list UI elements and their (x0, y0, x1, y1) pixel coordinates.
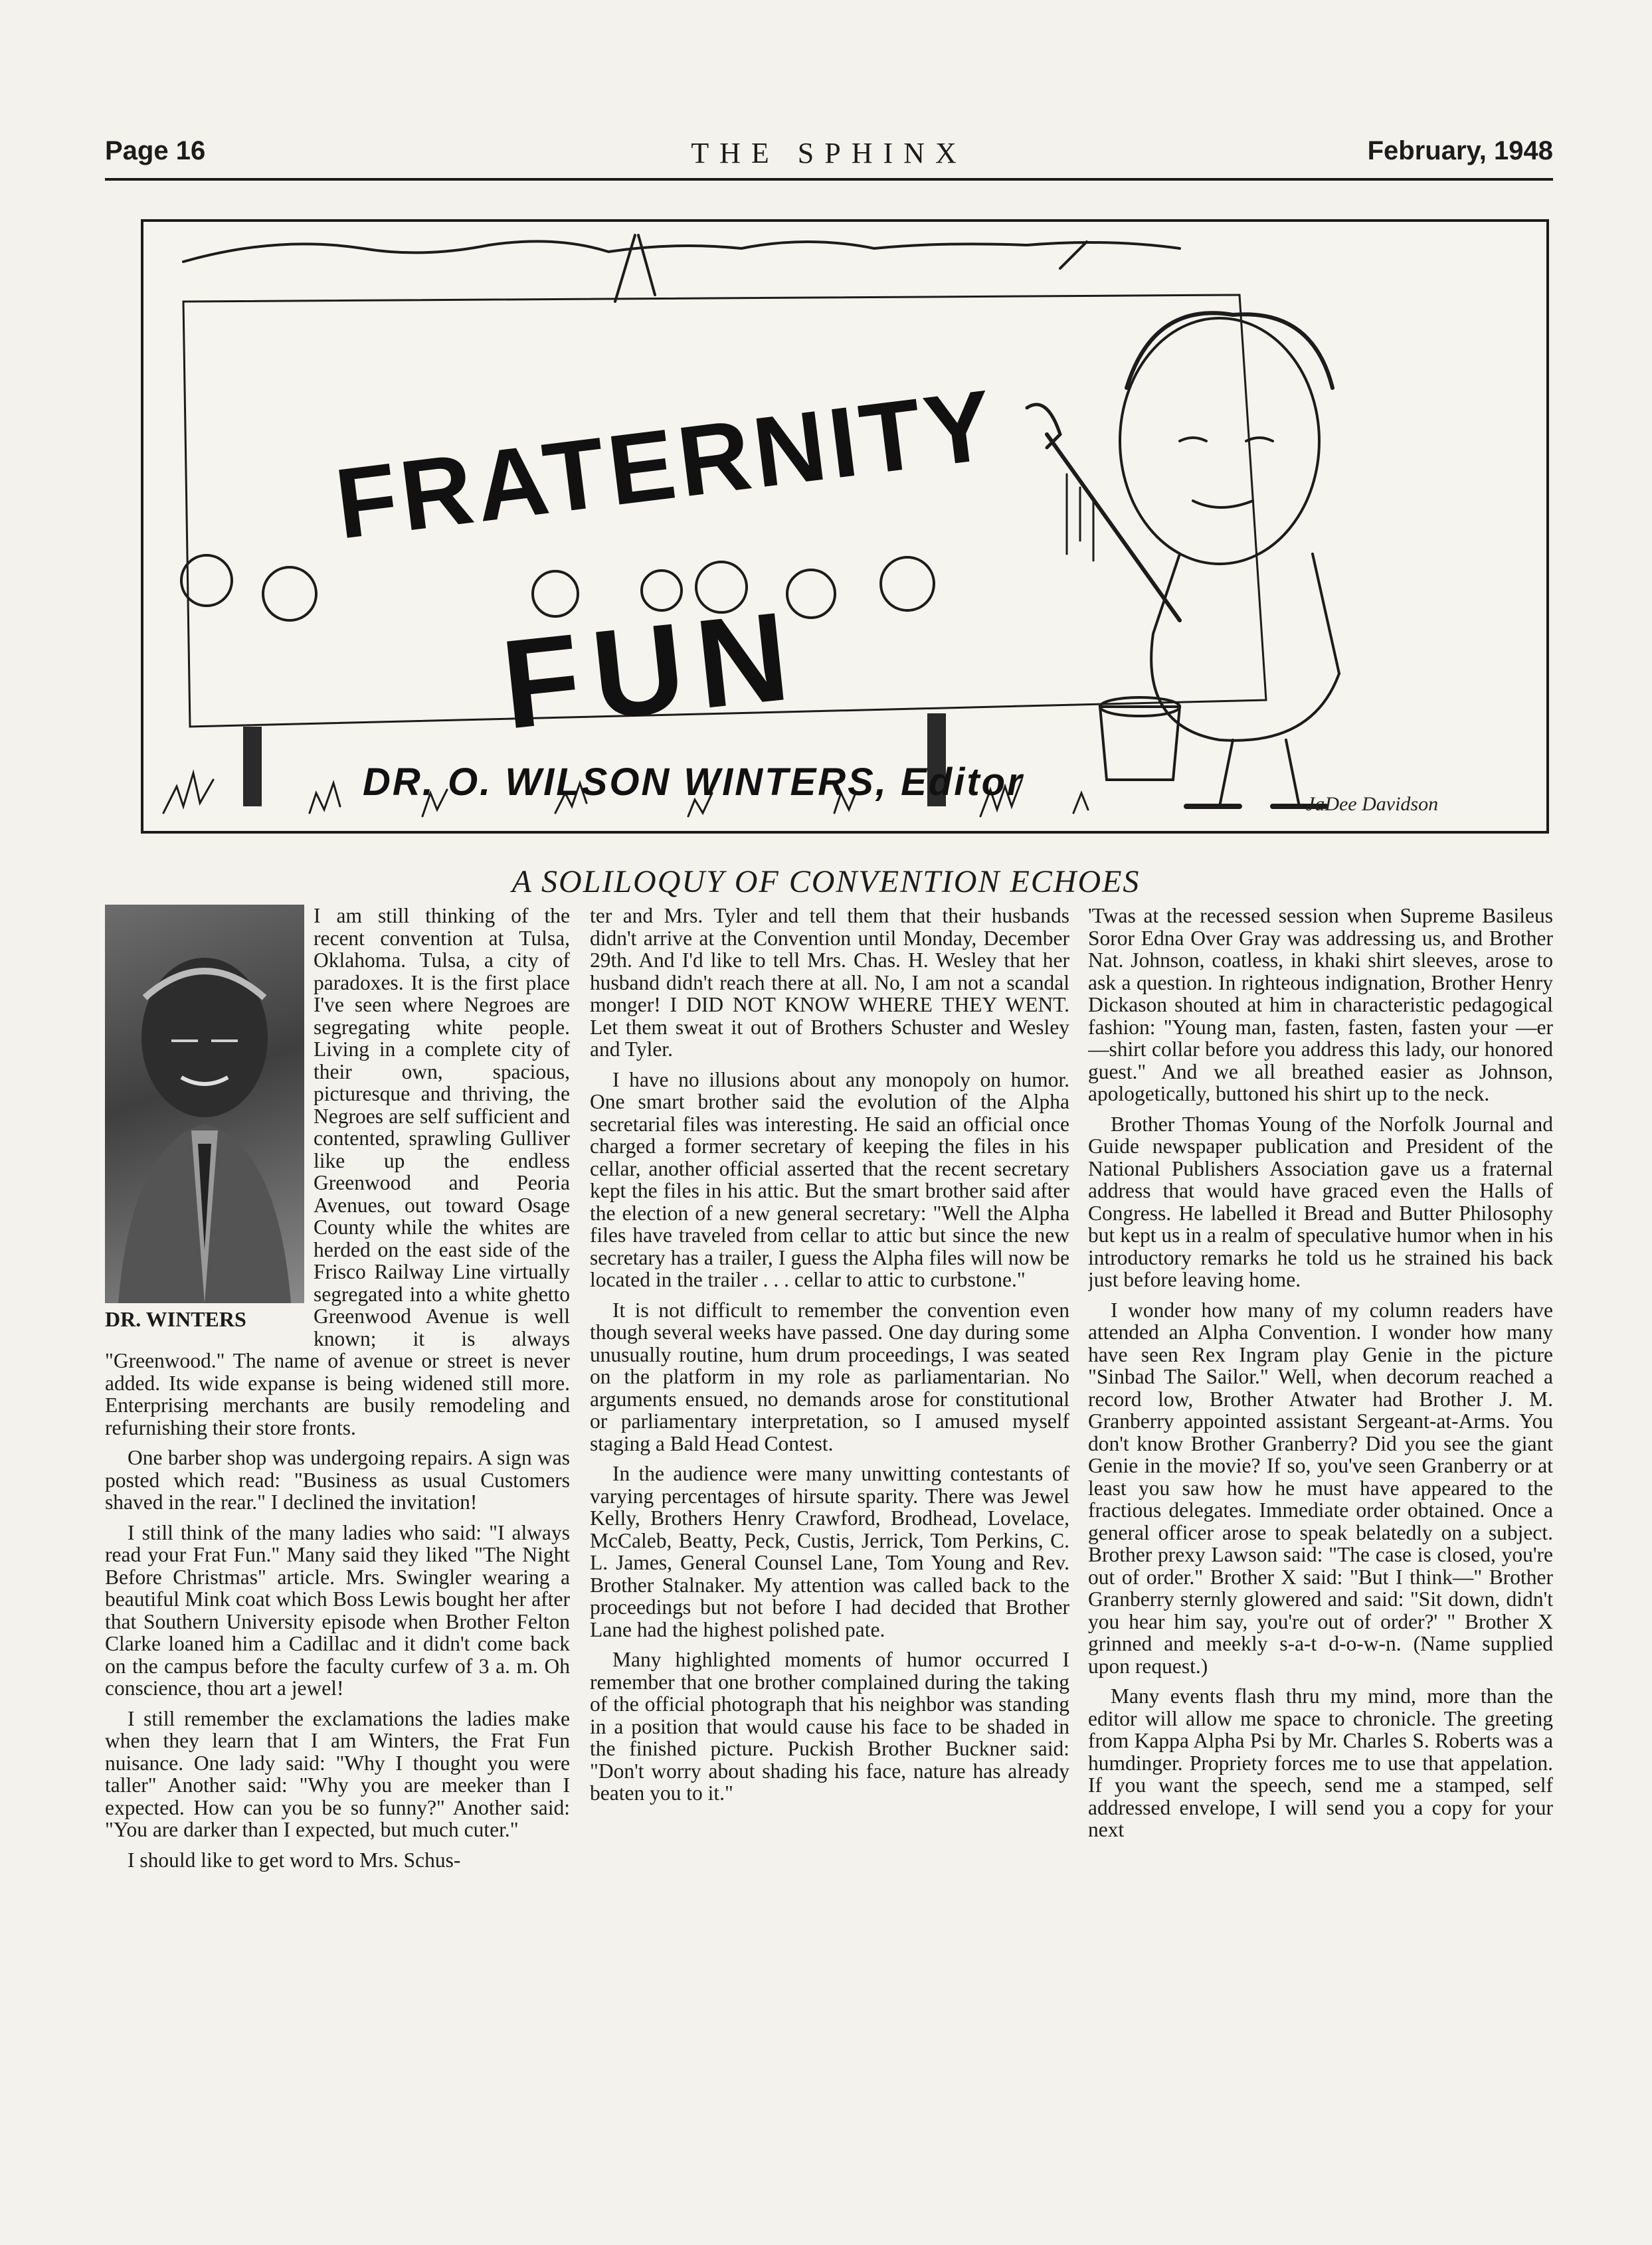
col2-paragraph: Many highlighted moments of humor occurred I remember that one brother complained during the taking of the official photograph that his neighbor was standing in a position that would cause his face to be shaded in the finished picture. Puckish Brother Buckner said: "Don't worry about shading his face, nature has already beaten you to it." (590, 1648, 1069, 1805)
column-2 (590, 905, 1069, 2206)
banner-title: FRATERNITY (329, 368, 1002, 560)
col1-paragraph: I should like to get word to Mrs. Schus- (128, 1848, 461, 1872)
col2-paragraph: In the audience were many unwitting contestants of varying percentages of hirsute sparity. There was Jewel Kelly, Brothers Henry Crawford, Brodhead, Lovelace, McCaleb, Beatty, Peck, Custis, Jerrick, Tom Perkins, C. L. James, General Counsel Lane, Tom Young and Rev. Brother Stalnaker. My attention was called back to the proceedings but not before I had decided that Brother Lane had the highest polished pate. (590, 1462, 1069, 1641)
portrait-drawing (105, 905, 304, 1303)
col1-paragraph: I still think of the many ladies who said: "I always read your Frat Fun." Many said they liked "The Night Before Christmas" article. Mrs. Swingler wearing a beautiful Mink coat which Boss Lewis bought her after that Southern University episode when Brother Felton Clarke loaned him a Cadillac and it didn't come back on the campus before the faculty curfew of 3 a. m. Oh conscience, thou art a jewel! (105, 1520, 570, 1700)
column-1 (105, 905, 570, 2206)
col1-paragraph: One barber shop was undergoing repairs. A sign was posted which read: "Business as usual Customers shaved in the rear." I declined the invitation! (105, 1446, 570, 1514)
artist-signature: JaDee Davidson (1306, 793, 1439, 815)
col1-paragraph: I still remember the exclamations the ladies make when they learn that I am Winters, the Frat Fun nuisance. One lady said: "Why I thought you were taller" Another said: "Why you are meeker than I expected. How can you be so funny?" Another said: "You are darker than I expected, but much cuter." (105, 1706, 570, 1841)
issue-date: February, 1948 (1367, 136, 1553, 165)
col2-paragraph: It is not difficult to remember the convention even though several weeks have passed. One day during some unusually routine, hum drum proceedings, I was seated on the platform in my role as parliamentarian. No arguments ensued, no demands arose for constitutional or parliamentary interpretation, so I amused myself staging a Bald Head Contest. (590, 1298, 1069, 1455)
col2-paragraph: I have no illusions about any monopoly on humor. One smart brother said the evolution of the Alpha secretarial files was interesting. He said an official once charged a former secretary of keeping the files in his cellar, another official asserted that the recent secretary kept the files in his attic. But the smart brother said after the election of a new general secretary: "Well the Alpha files have traveled from cellar to attic but since the new secretary has a trailer, I guess the Alpha files will now be located in the trailer . . . cellar to attic to curbstone." (590, 1067, 1069, 1291)
publication-title: THE SPHINX (691, 137, 967, 169)
portrait-photo (105, 905, 304, 1303)
col3-paragraph: Many events flash thru my mind, more than the editor will allow me space to chronicle. The greeting from Kappa Alpha Psi by Mr. Charles S. Roberts was a humdinger. Propriety forces me to use that appelation. If you want the speech, send me a stamped, self addressed envelope, I will send you a copy for your next (1088, 1684, 1553, 1841)
col3-paragraph: 'Twas at the recessed session when Supreme Basileus Soror Edna Over Gray was addressing us, and Brother Nat. Johnson, coatless, in khaki shirt sleeves, arose to ask a question. In righteous indignation, Brother Henry Dickason shouted at him in characteristic pedagogical fashion: "Young man, fasten, fasten, fasten your —er—shirt collar before you address this lady, our honored guest." And we all breathed easier as Johnson, apologetically, buttoned his shirt up to the neck. (1088, 905, 1553, 1105)
article-title: A SOLILOQUY OF CONVENTION ECHOES (511, 864, 1141, 899)
col2-paragraph: ter and Mrs. Tyler and tell them that their husbands didn't arrive at the Convention until Monday, December 29th. And I'd like to tell Mrs. Chas. H. Wesley that her husband didn't reach there at all. No, I am not a scandal monger! I DID NOT KNOW WHERE THEY WENT. Let them sweat it out of Brothers Schuster and Wesley and Tyler. (590, 905, 1069, 1061)
header-rule (105, 178, 1553, 181)
page-number: Page 16 (105, 136, 206, 165)
col1-paragraph: I am still thinking of the recent convention at Tulsa, Oklahoma. Tulsa, a city of paradoxes. It is the first place I've seen where Negroes are segregating white people. Living in a complete city of their own, spacious, picturesque and thriving, the Negroes are self sufficient and contented, sprawling Gulliver like up the endless Greenwood and Peoria Avenues, out toward Osage County while the whites are herded on the east side of the Frisco Railway Line virtually segregated into a white ghetto Greenwood Avenue is well known; it is always "Greenwood." The name of avenue or street is never added. Its wide expanse is being widened still more. Enterprising merchants are busily remodeling and refurnishing their store fronts. (105, 905, 570, 1439)
banner-editor-credit: DR. O. WILSON WINTERS, Editor (363, 761, 1024, 804)
page-header (105, 136, 1553, 176)
col3-paragraph: I wonder how many of my column readers have attended an Alpha Convention. I wonder how many have seen Rex Ingram play Genie in the picture "Sinbad The Sailor." Well, when decorum reached a record low, Brother Atwater had Brother J. M. Granberry appointed assistant Sergeant-at-Arms. You don't know Brother Granberry? Did you see the giant Genie in the movie? If so, you've seen Granberry or at least you saw how he must have appeared to the fractious delegates. Immediate order obtained. Once a general officer arose to speak belatedly on a subject. Brother prexy Lawson said: "The case is closed, you're out of order." Brother X said: "But I think—" Brother Granberry sternly glowered and said: "Sit down, didn't you hear him say, you're out of order?' " Brother X grinned and meekly s-a-t d-o-w-n. (Name supplied upon request.) (1088, 1298, 1553, 1678)
portrait-figure (105, 905, 304, 1332)
col3-paragraph: Brother Thomas Young of the Norfolk Journal and Guide newspaper publication and President of the National Publishers Association gave us a fraternal address that would have graced even the Halls of Congress. He labelled it Bread and Butter Philosophy but kept us in a realm of speculative humor when in his introductory remarks he told us he strained his back just before leaving home. (1088, 1112, 1553, 1291)
column-3 (1088, 905, 1553, 2206)
photo-caption: DR. WINTERS (105, 1307, 246, 1331)
cartoon-illustration (141, 219, 1549, 834)
banner-fun: FUN (496, 584, 808, 756)
